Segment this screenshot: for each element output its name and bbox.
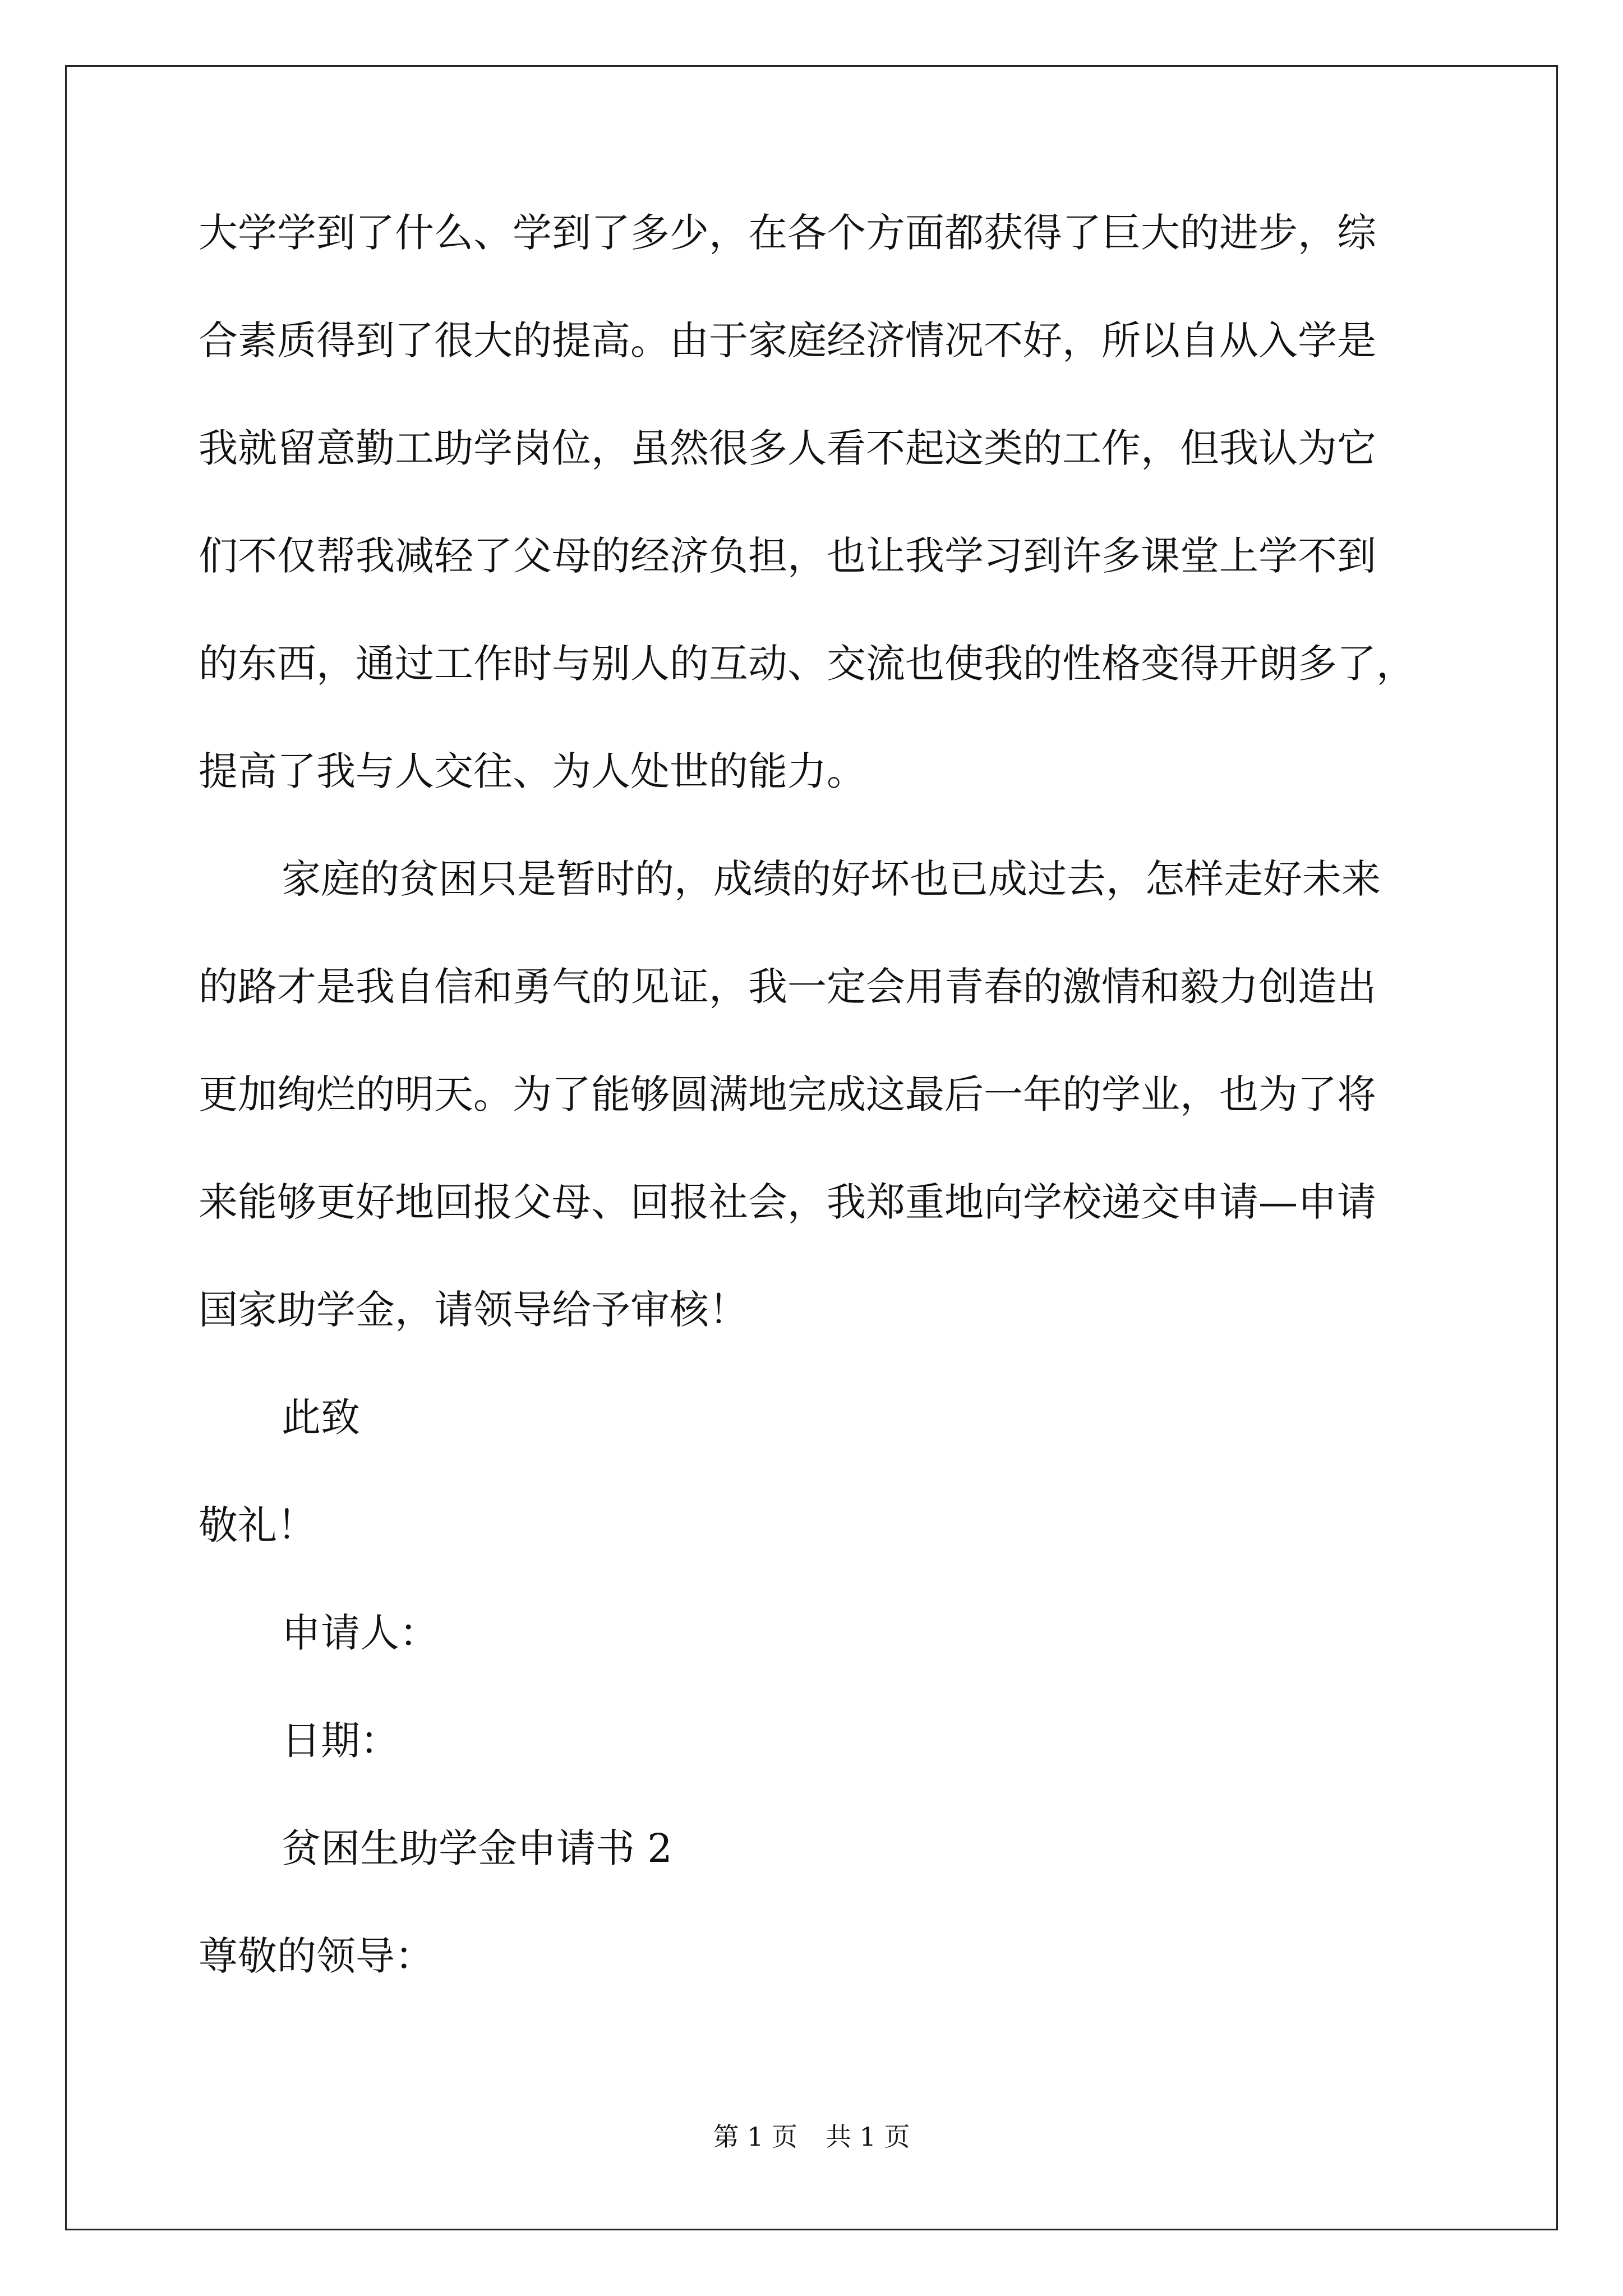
salutation-closing: 此致	[282, 1395, 360, 1441]
text-line-8: 的路才是我自信和勇气的见证，我一定会用青春的激情和毅力创造出	[199, 964, 1376, 1010]
applicant-label: 申请人：	[282, 1610, 439, 1656]
date-label: 日期：	[282, 1718, 399, 1764]
document-body	[199, 210, 1455, 2044]
text-line-2: 合素质得到了很大的提高。由于家庭经济情况不好，所以自从入学是	[199, 318, 1376, 364]
text-line-11: 国家助学金，请领导给予审核！	[199, 1287, 748, 1333]
page-footer	[0, 2124, 1623, 2150]
section-title: 贫困生助学金申请书 2	[282, 1825, 672, 1871]
text-line-4: 们不仅帮我减轻了父母的经济负担，也让我学习到许多课堂上学不到	[199, 533, 1376, 579]
text-line-6: 提高了我与人交往、为人处世的能力。	[199, 748, 866, 794]
text-line-9: 更加绚烂的明天。为了能够圆满地完成这最后一年的学业，也为了将	[199, 1071, 1376, 1117]
salutation-regards: 敬礼！	[199, 1502, 316, 1548]
greeting: 尊敬的领导：	[199, 1933, 434, 1979]
text-line-5: 的东西，通过工作时与别人的互动、交流也使我的性格变得开朗多了，	[199, 641, 1415, 687]
page-number: 第 1 页	[713, 2122, 797, 2152]
text-line-3: 我就留意勤工助学岗位，虽然很多人看不起这类的工作，但我认为它	[199, 425, 1376, 471]
page-total: 共 1 页	[826, 2122, 910, 2152]
text-line-10: 来能够更好地回报父母、回报社会，我郑重地向学校递交申请—申请	[199, 1179, 1376, 1225]
text-line-1: 大学学到了什么、学到了多少，在各个方面都获得了巨大的进步，综	[199, 210, 1376, 256]
text-line-7: 家庭的贫困只是暂时的，成绩的好坏也已成过去，怎样走好未来	[282, 856, 1381, 902]
